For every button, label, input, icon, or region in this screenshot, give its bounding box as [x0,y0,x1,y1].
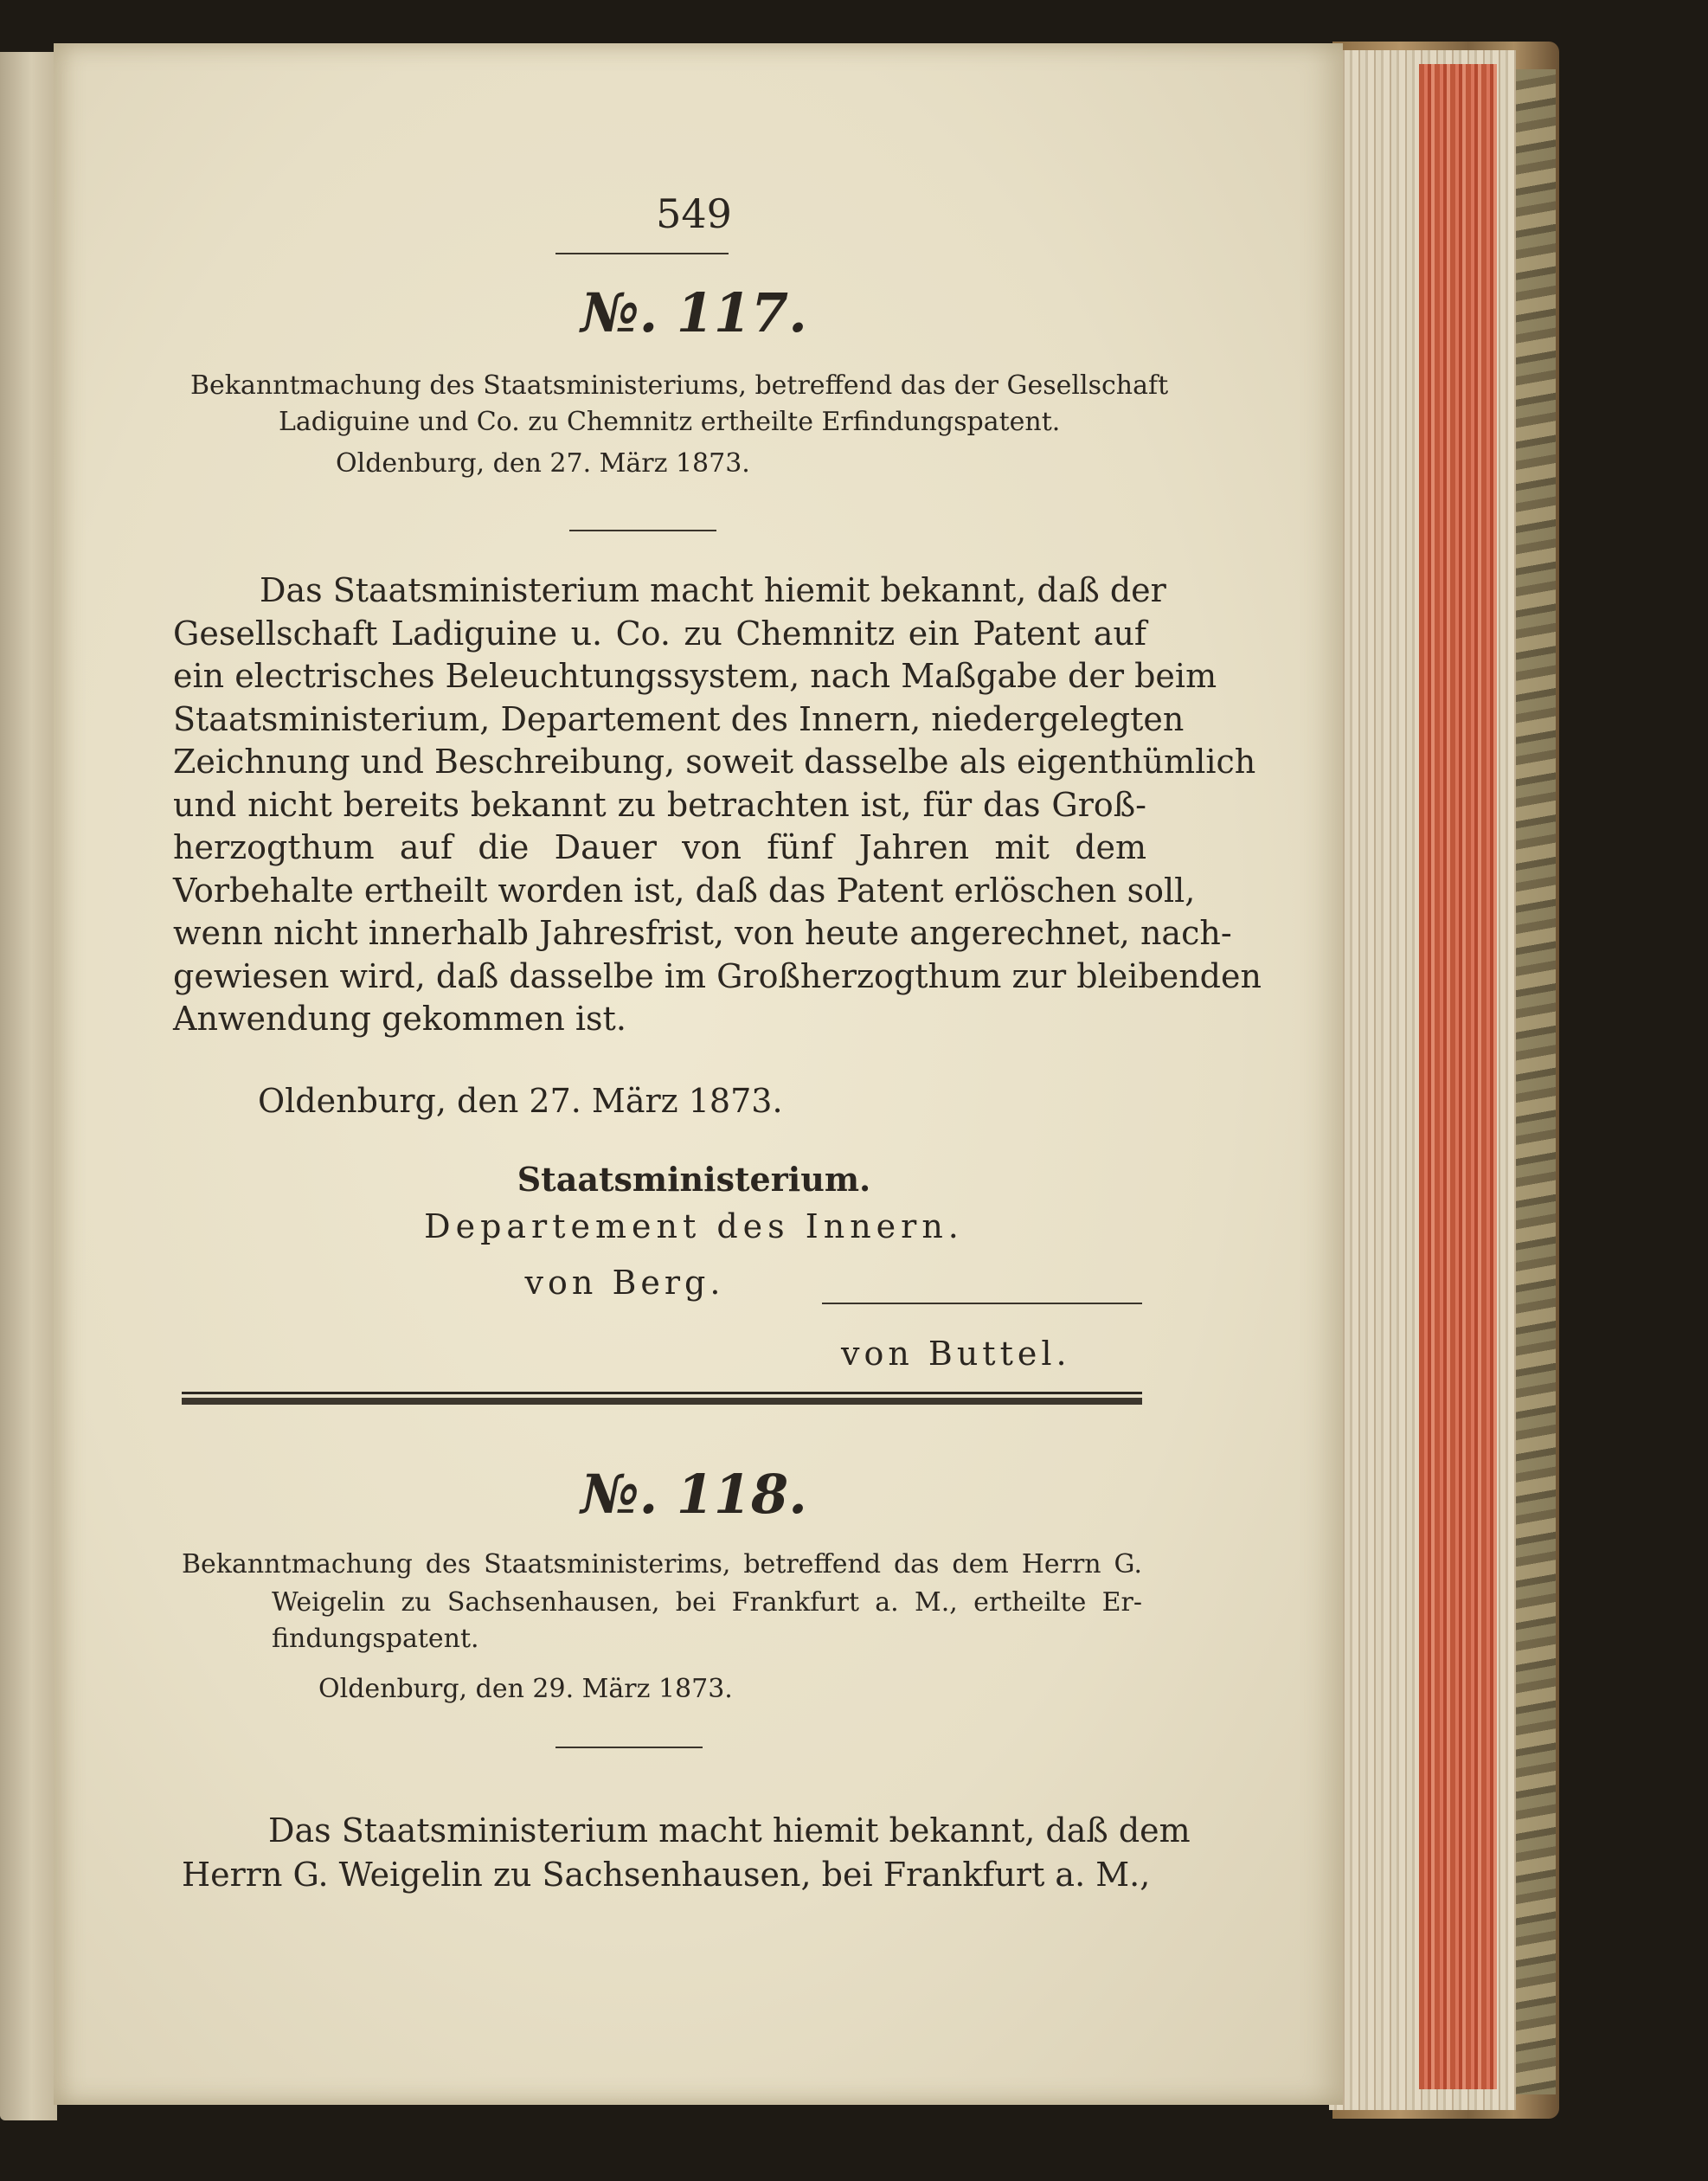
body-line: Staatsministerium, Departement des Innern, niedergelegten [173,699,1185,738]
closing-date: Oldenburg, den 27. März 1873. [258,1082,783,1120]
body-line: gewiesen wird, daß dasselbe im Großherzogthum zur bleibenden [173,956,1262,995]
page-number: 549 [656,190,732,237]
body-text [182,1809,1191,1897]
divider [569,530,716,531]
heading-date: Oldenburg, den 29. März 1873. [318,1674,733,1704]
body-text [173,569,1262,1041]
heading-line: Ladiguine und Co. zu Chemnitz ertheilte Erfindungspatent. [279,407,1061,437]
section-number: №. 117. [581,281,807,344]
department: Departement des Innern. [424,1207,964,1245]
heading-line: Weigelin zu Sachsenhausen, bei Frankfurt a. M., ertheilte Er- [272,1587,1142,1618]
signer: von Berg. [524,1264,725,1302]
section-number: №. 118. [581,1463,807,1526]
body-line: Das Staatsministerium macht hiemit bekannt, daß der [260,571,1166,609]
body-line: und nicht bereits bekannt zu betrachten ist, für das Groß- [173,785,1146,824]
body-line: Vorbehalte ertheilt worden ist, daß das Patent erlöschen soll, [173,871,1196,910]
body-line: herzogthum auf die Dauer von fünf Jahren mit dem [173,828,1146,866]
signer: von Buttel. [841,1335,1071,1373]
body-line: Herrn G. Weigelin zu Sachsenhausen, bei Frankfurt a. M., [182,1856,1151,1894]
left-page-edge [0,52,57,2120]
red-page-edges [1419,64,1497,2089]
heading-line: findungspatent. [272,1624,479,1654]
heading-line: Bekanntmachung des Staatsministeriums, betreffend das der Gesellschaft [190,370,1169,401]
marbled-cover [1516,69,1556,2094]
section-separator [182,1398,1142,1405]
body-line: Das Staatsministerium macht hiemit bekannt, daß dem [268,1811,1191,1850]
body-line: Anwendung gekommen ist. [173,1000,626,1038]
divider [822,1303,1142,1304]
section-separator [182,1392,1142,1394]
authority: Staatsministerium. [517,1160,871,1199]
divider [555,1747,703,1748]
body-line: Zeichnung und Beschreibung, soweit dasselbe als eigenthümlich [173,743,1256,781]
body-line: ein electrisches Beleuchtungssystem, nach Maßgabe der beim [173,657,1217,695]
heading-date: Oldenburg, den 27. März 1873. [336,448,750,479]
body-line: wenn nicht innerhalb Jahresfrist, von heute angerechnet, nach- [173,914,1232,952]
heading-line: Bekanntmachung des Staatsministerims, betreffend das dem Herrn G. [182,1549,1142,1579]
book-page [54,43,1343,2105]
divider [555,253,729,254]
body-line: Gesellschaft Ladiguine u. Co. zu Chemnitz ein Patent auf [173,614,1146,653]
